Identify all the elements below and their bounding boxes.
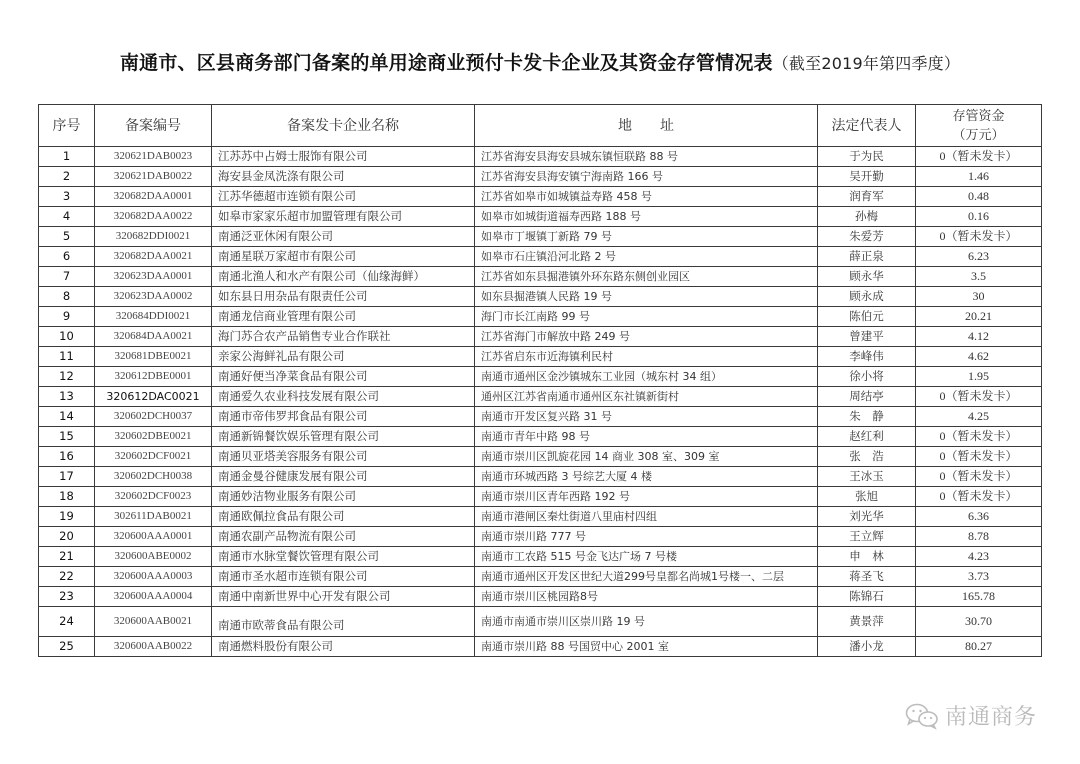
cell-funds: 0（暂未发卡）	[916, 387, 1042, 407]
cell-representative: 于为民	[818, 147, 916, 167]
cell-company-name: 南通爱久农业科技发展有限公司	[212, 387, 475, 407]
cell-representative: 孙梅	[818, 207, 916, 227]
header-index: 序号	[39, 105, 95, 147]
cell-funds: 0（暂未发卡）	[916, 227, 1042, 247]
table-row	[39, 487, 1042, 507]
cell-company-name: 海安县金凤洗涤有限公司	[212, 167, 475, 187]
wechat-icon	[905, 702, 939, 730]
cell-address: 如皋市石庄镇沿河北路 2 号	[475, 247, 818, 267]
cell-address: 南通市通州区金沙镇城东工业园（城东村 34 组）	[475, 367, 818, 387]
cell-company-name: 南通农副产品物流有限公司	[212, 527, 475, 547]
cell-code: 320621DAB0022	[95, 167, 212, 187]
cell-representative: 顾永成	[818, 287, 916, 307]
cell-company-name: 南通星联万家超市有限公司	[212, 247, 475, 267]
cell-company-name: 南通市水脉堂餐饮管理有限公司	[212, 547, 475, 567]
table-row	[39, 247, 1042, 267]
cell-address: 南通市崇川区凯旋花园 14 商业 308 室、309 室	[475, 447, 818, 467]
cell-index: 10	[39, 327, 95, 347]
cell-index: 19	[39, 507, 95, 527]
title-subtitle: （截至2019年第四季度）	[772, 54, 961, 73]
table-row	[39, 587, 1042, 607]
cell-funds: 4.62	[916, 347, 1042, 367]
cell-representative: 刘光华	[818, 507, 916, 527]
cell-company-name: 亲家公海鲜礼品有限公司	[212, 347, 475, 367]
cell-code: 320602DCF0021	[95, 447, 212, 467]
cell-code: 320600AAA0003	[95, 567, 212, 587]
table-row	[39, 607, 1042, 637]
table-header-row	[39, 105, 1042, 147]
cell-representative: 朱爱芳	[818, 227, 916, 247]
cell-code: 320681DBE0021	[95, 347, 212, 367]
cell-company-name: 如东县日用杂品有限责任公司	[212, 287, 475, 307]
header-funds-line2: （万元）	[952, 127, 1005, 143]
cell-code: 320600AAB0022	[95, 637, 212, 657]
cell-funds: 0（暂未发卡）	[916, 467, 1042, 487]
cell-index: 13	[39, 387, 95, 407]
header-funds-line1: 存管资金	[952, 108, 1005, 124]
cell-funds: 3.5	[916, 267, 1042, 287]
cell-funds: 1.95	[916, 367, 1042, 387]
cell-funds: 30	[916, 287, 1042, 307]
header-address: 地 址	[475, 105, 818, 147]
cell-funds: 1.46	[916, 167, 1042, 187]
cell-representative: 潘小龙	[818, 637, 916, 657]
cell-address: 通州区江苏省南通市通州区东社镇新街村	[475, 387, 818, 407]
cell-representative: 申 林	[818, 547, 916, 567]
cell-funds: 80.27	[916, 637, 1042, 657]
cell-address: 如皋市如城街道福寿西路 188 号	[475, 207, 818, 227]
table-row	[39, 387, 1042, 407]
cell-index: 23	[39, 587, 95, 607]
cell-index: 11	[39, 347, 95, 367]
cell-representative: 吴开勤	[818, 167, 916, 187]
cell-funds: 6.36	[916, 507, 1042, 527]
cell-representative: 王冰玉	[818, 467, 916, 487]
cell-code: 320602DCF0023	[95, 487, 212, 507]
records-table	[38, 104, 1042, 657]
cell-funds: 3.73	[916, 567, 1042, 587]
cell-address: 如皋市丁堰镇丁新路 79 号	[475, 227, 818, 247]
cell-code: 320623DAA0001	[95, 267, 212, 287]
cell-index: 15	[39, 427, 95, 447]
table-row	[39, 267, 1042, 287]
cell-code: 320682DAA0022	[95, 207, 212, 227]
table-row	[39, 507, 1042, 527]
table-row	[39, 167, 1042, 187]
cell-company-name: 南通妙洁物业服务有限公司	[212, 487, 475, 507]
cell-funds: 30.70	[916, 607, 1042, 637]
cell-representative: 徐小将	[818, 367, 916, 387]
cell-code: 320600AAA0004	[95, 587, 212, 607]
cell-code: 320623DAA0002	[95, 287, 212, 307]
cell-company-name: 南通市帝伟罗邦食品有限公司	[212, 407, 475, 427]
cell-code: 320621DAB0023	[95, 147, 212, 167]
watermark-text: 南通商务	[945, 705, 1038, 730]
cell-company-name: 南通泛亚休闲有限公司	[212, 227, 475, 247]
cell-address: 南通市通州区开发区世纪大道299号皇都名尚城1号楼一、二层	[475, 567, 818, 587]
table-row	[39, 327, 1042, 347]
cell-address: 南通市崇川区桃园路8号	[475, 587, 818, 607]
cell-index: 21	[39, 547, 95, 567]
header-representative: 法定代表人	[818, 105, 916, 147]
cell-index: 5	[39, 227, 95, 247]
cell-index: 18	[39, 487, 95, 507]
cell-index: 4	[39, 207, 95, 227]
cell-address: 南通市崇川路 777 号	[475, 527, 818, 547]
cell-funds: 4.12	[916, 327, 1042, 347]
cell-company-name: 南通好便当净菜食品有限公司	[212, 367, 475, 387]
cell-representative: 薛正泉	[818, 247, 916, 267]
cell-code: 320684DAA0021	[95, 327, 212, 347]
header-code: 备案编号	[95, 105, 212, 147]
cell-code: 320602DCH0038	[95, 467, 212, 487]
cell-address: 江苏省海门市解放中路 249 号	[475, 327, 818, 347]
table-row	[39, 347, 1042, 367]
cell-representative: 陈伯元	[818, 307, 916, 327]
cell-company-name: 南通欧佩拉食品有限公司	[212, 507, 475, 527]
cell-address: 南通市环城西路 3 号综艺大厦 4 楼	[475, 467, 818, 487]
cell-funds: 0.48	[916, 187, 1042, 207]
cell-representative: 黄景萍	[818, 607, 916, 637]
cell-representative: 王立辉	[818, 527, 916, 547]
cell-company-name: 南通北渔人和水产有限公司（仙缘海鲜）	[212, 267, 475, 287]
cell-address: 南通市崇川区青年西路 192 号	[475, 487, 818, 507]
cell-address: 江苏省海安县海安镇宁海南路 166 号	[475, 167, 818, 187]
cell-index: 2	[39, 167, 95, 187]
cell-company-name: 南通市欧蒂食品有限公司	[212, 607, 475, 637]
table-row	[39, 637, 1042, 657]
cell-code: 320600ABE0002	[95, 547, 212, 567]
cell-company-name: 南通龙信商业管理有限公司	[212, 307, 475, 327]
cell-company-name: 南通新锦餐饮娱乐管理有限公司	[212, 427, 475, 447]
table-row	[39, 147, 1042, 167]
table-row	[39, 467, 1042, 487]
cell-index: 17	[39, 467, 95, 487]
cell-representative: 润育军	[818, 187, 916, 207]
cell-code: 320612DAC0021	[95, 387, 212, 407]
cell-index: 12	[39, 367, 95, 387]
cell-code: 320602DCH0037	[95, 407, 212, 427]
cell-index: 9	[39, 307, 95, 327]
cell-code: 302611DAB0021	[95, 507, 212, 527]
wechat-watermark	[905, 700, 1037, 731]
cell-index: 14	[39, 407, 95, 427]
cell-company-name: 南通市圣水超市连锁有限公司	[212, 567, 475, 587]
cell-index: 20	[39, 527, 95, 547]
table-row	[39, 227, 1042, 247]
cell-code: 320684DDI0021	[95, 307, 212, 327]
cell-address: 南通市工农路 515 号金飞达广场 7 号楼	[475, 547, 818, 567]
cell-address: 如东县掘港镇人民路 19 号	[475, 287, 818, 307]
title-main: 南通市、区县商务部门备案的单用途商业预付卡发卡企业及其资金存管情况表	[119, 52, 773, 74]
table-row	[39, 407, 1042, 427]
cell-address: 江苏省如皋市如城镇益寿路 458 号	[475, 187, 818, 207]
cell-funds: 0（暂未发卡）	[916, 447, 1042, 467]
cell-code: 320600AAA0001	[95, 527, 212, 547]
table-row	[39, 307, 1042, 327]
cell-funds: 8.78	[916, 527, 1042, 547]
cell-company-name: 江苏华德超市连锁有限公司	[212, 187, 475, 207]
cell-address: 南通市开发区复兴路 31 号	[475, 407, 818, 427]
table-row	[39, 287, 1042, 307]
cell-code: 320682DAA0021	[95, 247, 212, 267]
cell-code: 320600AAB0021	[95, 607, 212, 637]
cell-company-name: 南通金曼谷健康发展有限公司	[212, 467, 475, 487]
cell-representative: 顾永华	[818, 267, 916, 287]
cell-company-name: 南通贝亚塔美容服务有限公司	[212, 447, 475, 467]
cell-index: 7	[39, 267, 95, 287]
cell-index: 6	[39, 247, 95, 267]
cell-funds: 0（暂未发卡）	[916, 147, 1042, 167]
cell-representative: 张旭	[818, 487, 916, 507]
cell-company-name: 江苏苏中占姆士服饰有限公司	[212, 147, 475, 167]
cell-address: 南通市港闸区秦灶街道八里庙村四组	[475, 507, 818, 527]
cell-representative: 赵红利	[818, 427, 916, 447]
cell-code: 320682DAA0001	[95, 187, 212, 207]
cell-company-name: 海门苏合农产品销售专业合作联社	[212, 327, 475, 347]
cell-funds: 0（暂未发卡）	[916, 487, 1042, 507]
cell-company-name: 如皋市家家乐超市加盟管理有限公司	[212, 207, 475, 227]
cell-index: 25	[39, 637, 95, 657]
cell-code: 320602DBE0021	[95, 427, 212, 447]
cell-address: 江苏省如东县掘港镇外环东路东侧创业园区	[475, 267, 818, 287]
cell-code: 320612DBE0001	[95, 367, 212, 387]
cell-index: 1	[39, 147, 95, 167]
cell-company-name: 南通中南新世界中心开发有限公司	[212, 587, 475, 607]
cell-funds: 6.23	[916, 247, 1042, 267]
cell-representative: 朱 静	[818, 407, 916, 427]
cell-address: 南通市青年中路 98 号	[475, 427, 818, 447]
document-title	[0, 48, 1080, 75]
table-row	[39, 567, 1042, 587]
cell-representative: 曾建平	[818, 327, 916, 347]
table-row	[39, 527, 1042, 547]
cell-representative: 周结亭	[818, 387, 916, 407]
cell-address: 江苏省启东市近海镇利民村	[475, 347, 818, 367]
cell-index: 24	[39, 607, 95, 637]
header-name: 备案发卡企业名称	[212, 105, 475, 147]
cell-representative: 蒋圣飞	[818, 567, 916, 587]
cell-funds: 4.23	[916, 547, 1042, 567]
cell-funds: 4.25	[916, 407, 1042, 427]
cell-funds: 165.78	[916, 587, 1042, 607]
table-row	[39, 367, 1042, 387]
cell-representative: 陈锦石	[818, 587, 916, 607]
table-row	[39, 207, 1042, 227]
table-row	[39, 547, 1042, 567]
cell-index: 8	[39, 287, 95, 307]
cell-funds: 0（暂未发卡）	[916, 427, 1042, 447]
table-row	[39, 427, 1042, 447]
table-row	[39, 447, 1042, 467]
table-body	[39, 147, 1042, 657]
cell-company-name: 南通燃料股份有限公司	[212, 637, 475, 657]
cell-funds: 20.21	[916, 307, 1042, 327]
cell-address: 南通市南通市崇川区崇川路 19 号	[475, 607, 818, 637]
cell-index: 3	[39, 187, 95, 207]
cell-funds: 0.16	[916, 207, 1042, 227]
cell-address: 海门市长江南路 99 号	[475, 307, 818, 327]
cell-index: 22	[39, 567, 95, 587]
cell-index: 16	[39, 447, 95, 467]
table-row	[39, 187, 1042, 207]
cell-representative: 张 浩	[818, 447, 916, 467]
cell-address: 江苏省海安县海安县城东镇恒联路 88 号	[475, 147, 818, 167]
cell-code: 320682DDI0021	[95, 227, 212, 247]
cell-address: 南通市崇川路 88 号国贸中心 2001 室	[475, 637, 818, 657]
cell-representative: 李峰伟	[818, 347, 916, 367]
header-funds	[916, 105, 1042, 147]
